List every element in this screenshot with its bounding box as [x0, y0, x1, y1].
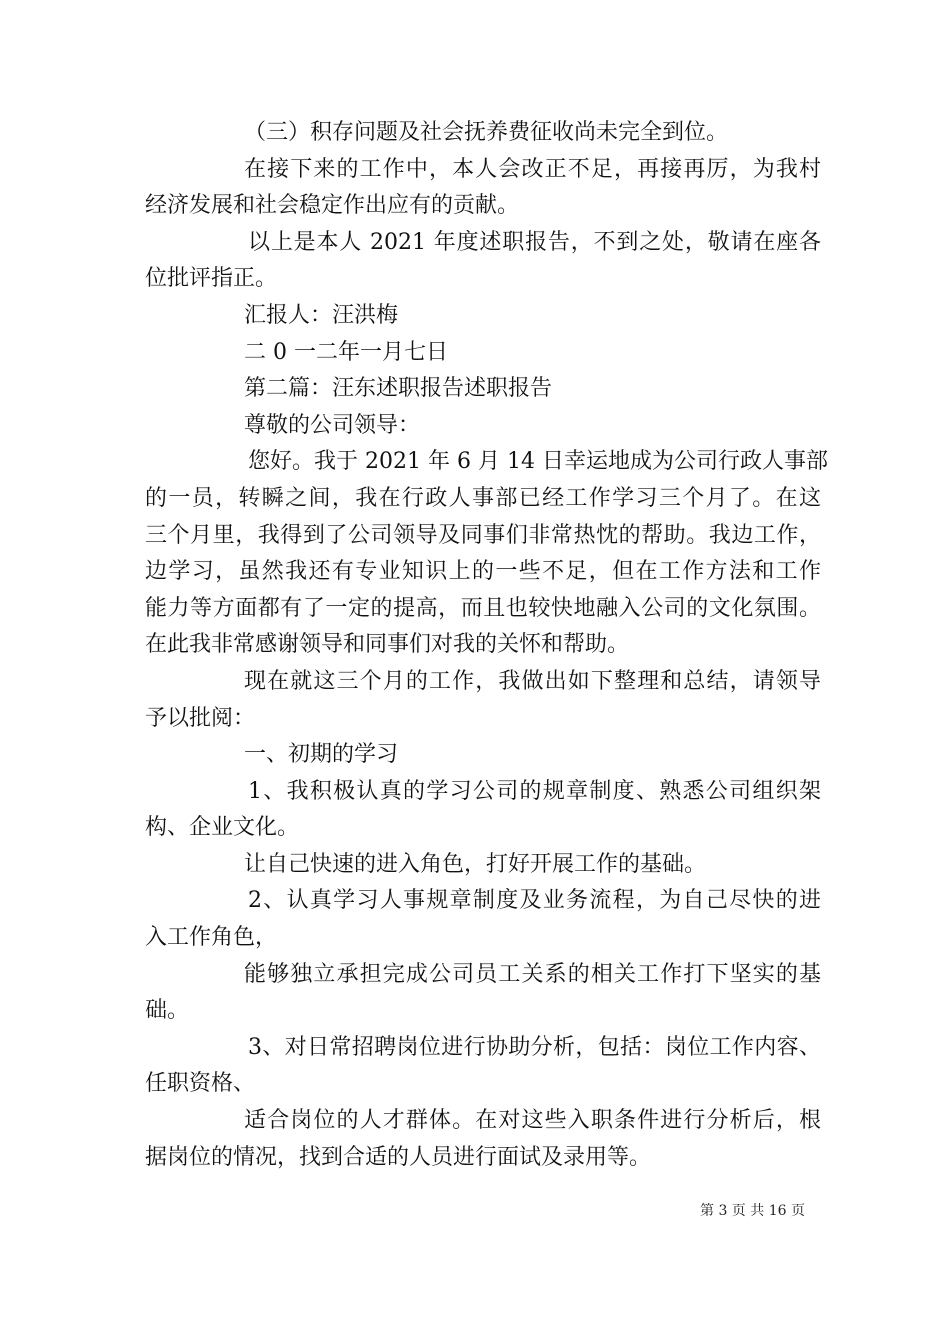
text-line: 汇报人：汪洪梅 [244, 302, 399, 328]
text-line: 以上是本人 2021 年度述职报告，不到之处，敬请在座各 [248, 229, 821, 255]
text-line: 位批评指正。 [145, 266, 278, 292]
subsection-heading: 一、初期的学习 [244, 742, 399, 768]
text-line: 予以批阅： [145, 705, 256, 731]
text-line: 的一员，转瞬之间，我在行政人事部已经工作学习三个月了。在这 [145, 485, 821, 511]
text-line: 让自己快速的进入角色，打好开展工作的基础。 [244, 851, 707, 877]
text-line: 入工作角色， [145, 925, 278, 951]
text-line: 能力等方面都有了一定的提高，而且也较快地融入公司的文化氛围。 [145, 595, 821, 621]
section-heading: 第二篇：汪东述职报告述职报告 [244, 376, 553, 402]
text-line: 能够独立承担完成公司员工关系的相关工作打下坚实的基 [244, 961, 821, 987]
text-line: 您好。我于 2021 年 6 月 14 日幸运地成为公司行政人事部 [248, 449, 828, 475]
text-line: （三）积存问题及社会抚养费征收尚未完全到位。 [244, 120, 729, 145]
text-line: 据岗位的情况，找到合适的人员进行面试及录用等。 [145, 1144, 652, 1170]
text-line: 1、我积极认真的学习公司的规章制度、熟悉公司组织架 [248, 778, 821, 804]
text-line: 任职资格、 [145, 1071, 256, 1097]
text-line: 边学习，虽然我还有专业知识上的一些不足，但在工作方法和工作 [145, 559, 821, 585]
text-line: 经济发展和社会稳定作出应有的贡献。 [145, 193, 520, 219]
page-number: 第 3 页 共 16 页 [700, 1203, 805, 1219]
text-line: 3、对日常招聘岗位进行协助分析，包括：岗位工作内容、 [248, 1034, 821, 1060]
document-body [145, 115, 828, 1176]
salutation: 尊敬的公司领导： [244, 412, 421, 438]
text-line: 适合岗位的人才群体。在对这些入职条件进行分析后，根 [244, 1108, 821, 1134]
text-line: 三个月里，我得到了公司领导及同事们非常热忱的帮助。我边工作， [145, 522, 821, 548]
text-line: 础。 [145, 998, 190, 1024]
text-line: 构、企业文化。 [145, 815, 300, 841]
text-line: 现在就这三个月的工作，我做出如下整理和总结，请领导 [244, 668, 821, 694]
text-line: 在接下来的工作中，本人会改正不足，再接再厉，为我村 [244, 156, 821, 182]
text-line: 二 0 一二年一月七日 [244, 339, 448, 365]
text-line: 2、认真学习人事规章制度及业务流程，为自己尽快的进 [248, 888, 821, 914]
text-line: 在此我非常感谢领导和同事们对我的关怀和帮助。 [145, 632, 630, 658]
